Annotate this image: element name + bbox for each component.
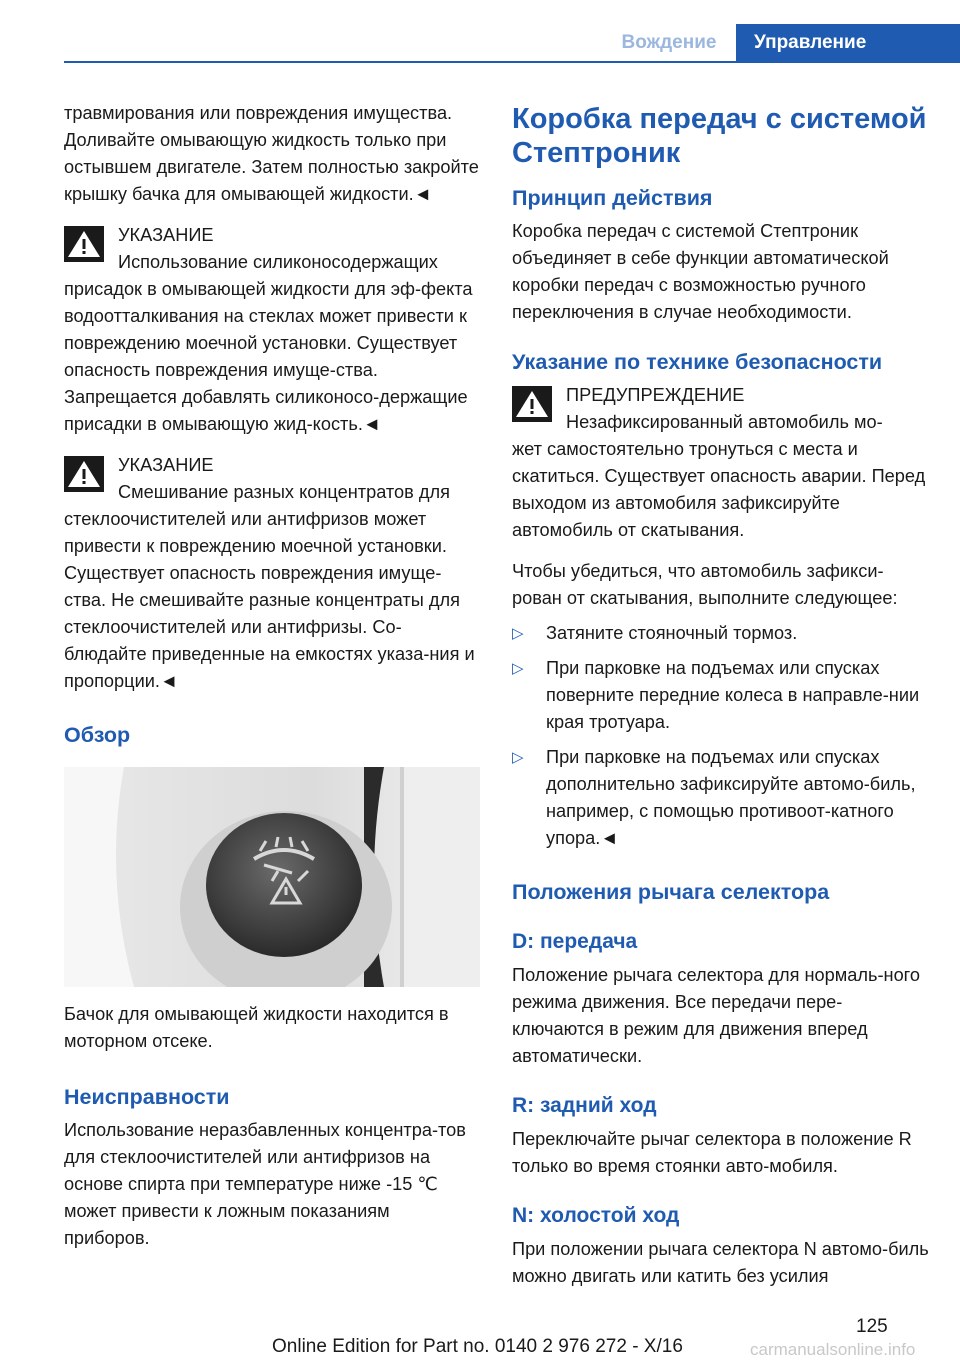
right-column (512, 100, 930, 1290)
principle-text: Коробка передач с системой Стептроник объединяет в себе функции автоматической коробки передач с возможностью ручного переключения в случае необходимости. (512, 221, 889, 322)
list-item: ▷ При парковке на подъемах или спусках дополнительно зафиксируйте автомо-биль, например, с помощью противоот-катного упора.◄ (512, 744, 930, 852)
heading-neutral: N: холостой ход (512, 1204, 680, 1227)
washer-reservoir-photo (64, 767, 480, 987)
warning-title: ПРЕДУПРЕЖДЕНИЕ (566, 385, 745, 405)
drive-text: Положение рычага селектора для нормаль-ного режима движения. Все передачи пере-ключаются в режим для движения вперед автоматически. (512, 965, 921, 1066)
list-item: ▷ При парковке на подъемах или спусках поверните передние колеса в направле-нии края тротуара. (512, 655, 930, 736)
section-title: Коробка передач с системой Стептроник (512, 103, 927, 169)
neutral-text: При положении рычага селектора N автомо-биль можно двигать или катить без усилия (512, 1239, 929, 1286)
notice-first-line: Использование силиконосодержащих (118, 252, 438, 272)
heading-selector-positions: Положения рычага селектора (512, 880, 830, 904)
list-item: ▷ Затяните стояночный тормоз. (512, 620, 930, 647)
heading-overview: Обзор (64, 723, 131, 747)
notice-first-line: Смешивание разных концентратов для (118, 482, 450, 502)
notice-body: стеклоочистителей или антифризов может привести к повреждению моечной установки. Существует опасность повреждения имуще-ства. Не смешивайте разные концентраты для стеклоочистителей или антифризы. Со-блюдайте приведенные на емкостях указа-ния и пропорции.◄ (64, 509, 475, 691)
reverse-text: Переключайте рычаг селектора в положение R только во время стоянки авто-мобиля. (512, 1129, 912, 1176)
notice-silicone (64, 222, 480, 438)
warning-triangle-icon (64, 456, 104, 492)
triangle-bullet-icon: ▷ (512, 625, 524, 642)
photo-caption: Бачок для омывающей жидкости находится в моторном отсеке. (64, 1004, 449, 1051)
notice-title: УКАЗАНИЕ (118, 225, 214, 245)
warning-first-line: Незафиксированный автомобиль мо- (566, 412, 883, 432)
triangle-bullet-icon: ▷ (512, 660, 524, 677)
watermark: carmanualsonline.info (750, 1340, 916, 1359)
warning-triangle-icon (64, 226, 104, 262)
page-header (0, 0, 960, 62)
edition-line: Online Edition for Part no. 0140 2 976 272 - X/16 (272, 1336, 683, 1357)
triangle-bullet-icon: ▷ (512, 749, 524, 766)
steps-intro: Чтобы убедиться, что автомобиль зафикси-рован от скатывания, выполните следующее: (512, 561, 898, 608)
page-number: 125 (856, 1316, 888, 1337)
warning-rolling (512, 382, 930, 544)
notice-mixing (64, 452, 480, 695)
heading-principle: Принцип действия (512, 186, 713, 210)
heading-safety: Указание по технике безопасности (512, 350, 883, 374)
left-column (64, 100, 480, 1252)
warning-body: жет самостоятельно тронуться с места и скатиться. Существует опасность аварии. Перед выходом из автомобиля зафиксируйте автомобиль от скатывания. (512, 439, 926, 540)
heading-faults: Неисправности (64, 1085, 230, 1109)
notice-title: УКАЗАНИЕ (118, 455, 214, 475)
heading-drive: D: передача (512, 930, 638, 953)
notice-body: присадок в омывающей жидкости для эф-фекта водоотталкивания на стеклах может привести к повреждению моечной установки. Существует опасность повреждения имуще-ства. Запрещается добавлять силиконосо-держащие присадки в омывающую жид-кость.◄ (64, 279, 473, 434)
header-divider (64, 61, 960, 63)
heading-reverse: R: задний ход (512, 1094, 657, 1117)
tab-controls[interactable]: Управление (736, 24, 960, 62)
tab-driving[interactable]: Вождение (621, 32, 717, 53)
warning-triangle-icon (512, 386, 552, 422)
faults-text: Использование неразбавленных концентра-тов для стеклоочистителей или антифризов на основе спирта при температуре ниже -15 ℃ может привести к ложным показаниям приборов. (64, 1120, 466, 1248)
continuation-paragraph: травмирования или повреждения имущества. Доливайте омывающую жидкость только при остывшем двигателе. Затем полностью закройте крышку бачка для омывающей жидкости.◄ (64, 103, 479, 204)
